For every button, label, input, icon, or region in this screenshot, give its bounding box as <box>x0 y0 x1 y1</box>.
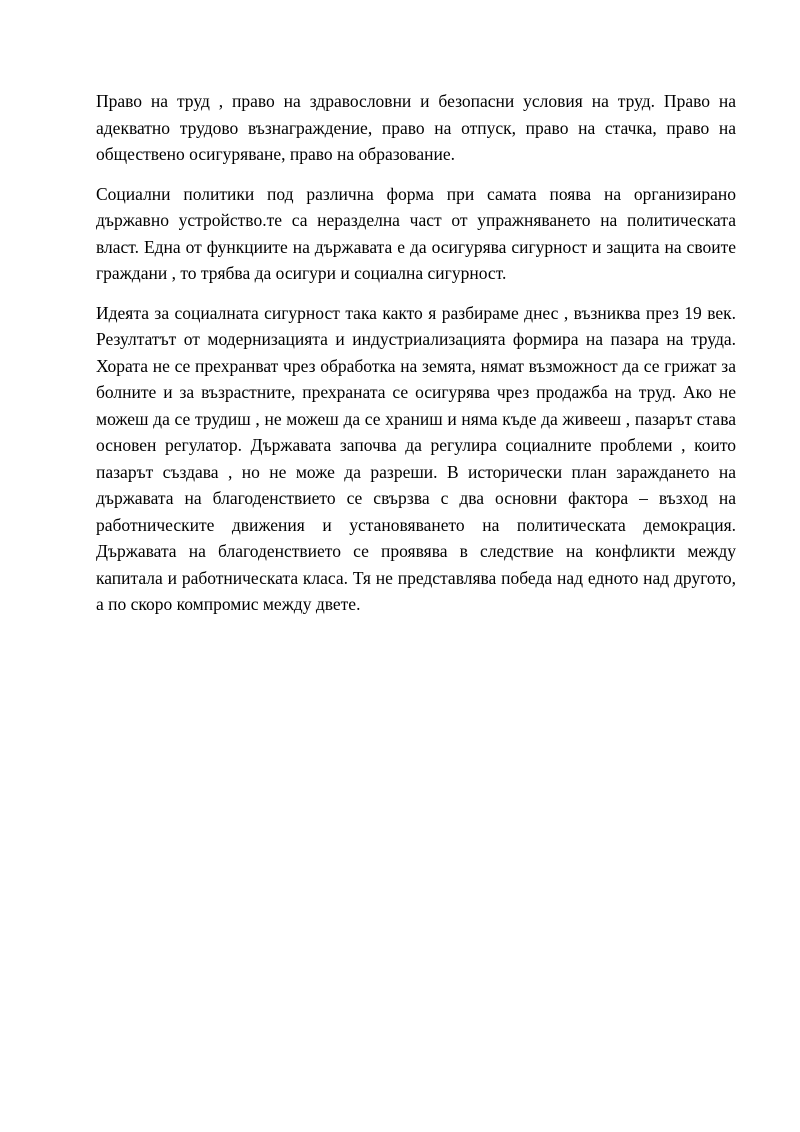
paragraph-labor-rights: Право на труд , право на здравословни и безопасни условия на труд. Право на адекватно трудово възнаграждение, право на отпуск, право на стачка, право на обществено осигуряване, право на образование. <box>96 91 736 164</box>
document-text-block <box>96 88 736 618</box>
paragraph-social-security-history: Идеята за социалната сигурност така както я разбираме днес , възниква през 19 век. Резултатът от модернизацията и индустриализацията формира на пазара на труда. Хората не се прехранват чрез обработка на земята, нямат възможност да се грижат за болните и за възрастните, прехраната се осигурява чрез продажба на труд. Ако не можеш да се трудиш , не можеш да се храниш и няма къде да живееш , пазарът става основен регулатор. Държавата започва да регулира социалните проблеми , които пазарът създава , но не може да разреши. В исторически план зараждането на държавата на благоденствието се свързва с два основни фактора – възход на работническите движения и установяването на политическата демокрация. Държавата на благоденствието се проявява в следствие на конфликти между капитала и работническата класа. Тя не представлява победа над едното над другото, а по скоро компромис между двете. <box>96 302 736 614</box>
paragraph-social-policies: Социални политики под различна форма при самата поява на организирано държавно устройство.те са неразделна част от упражняването на политическата власт. Една от функциите на държавата е да осигурява сигурност и защита на своите граждани , то трябва да осигури и социална сигурност. <box>96 183 736 283</box>
